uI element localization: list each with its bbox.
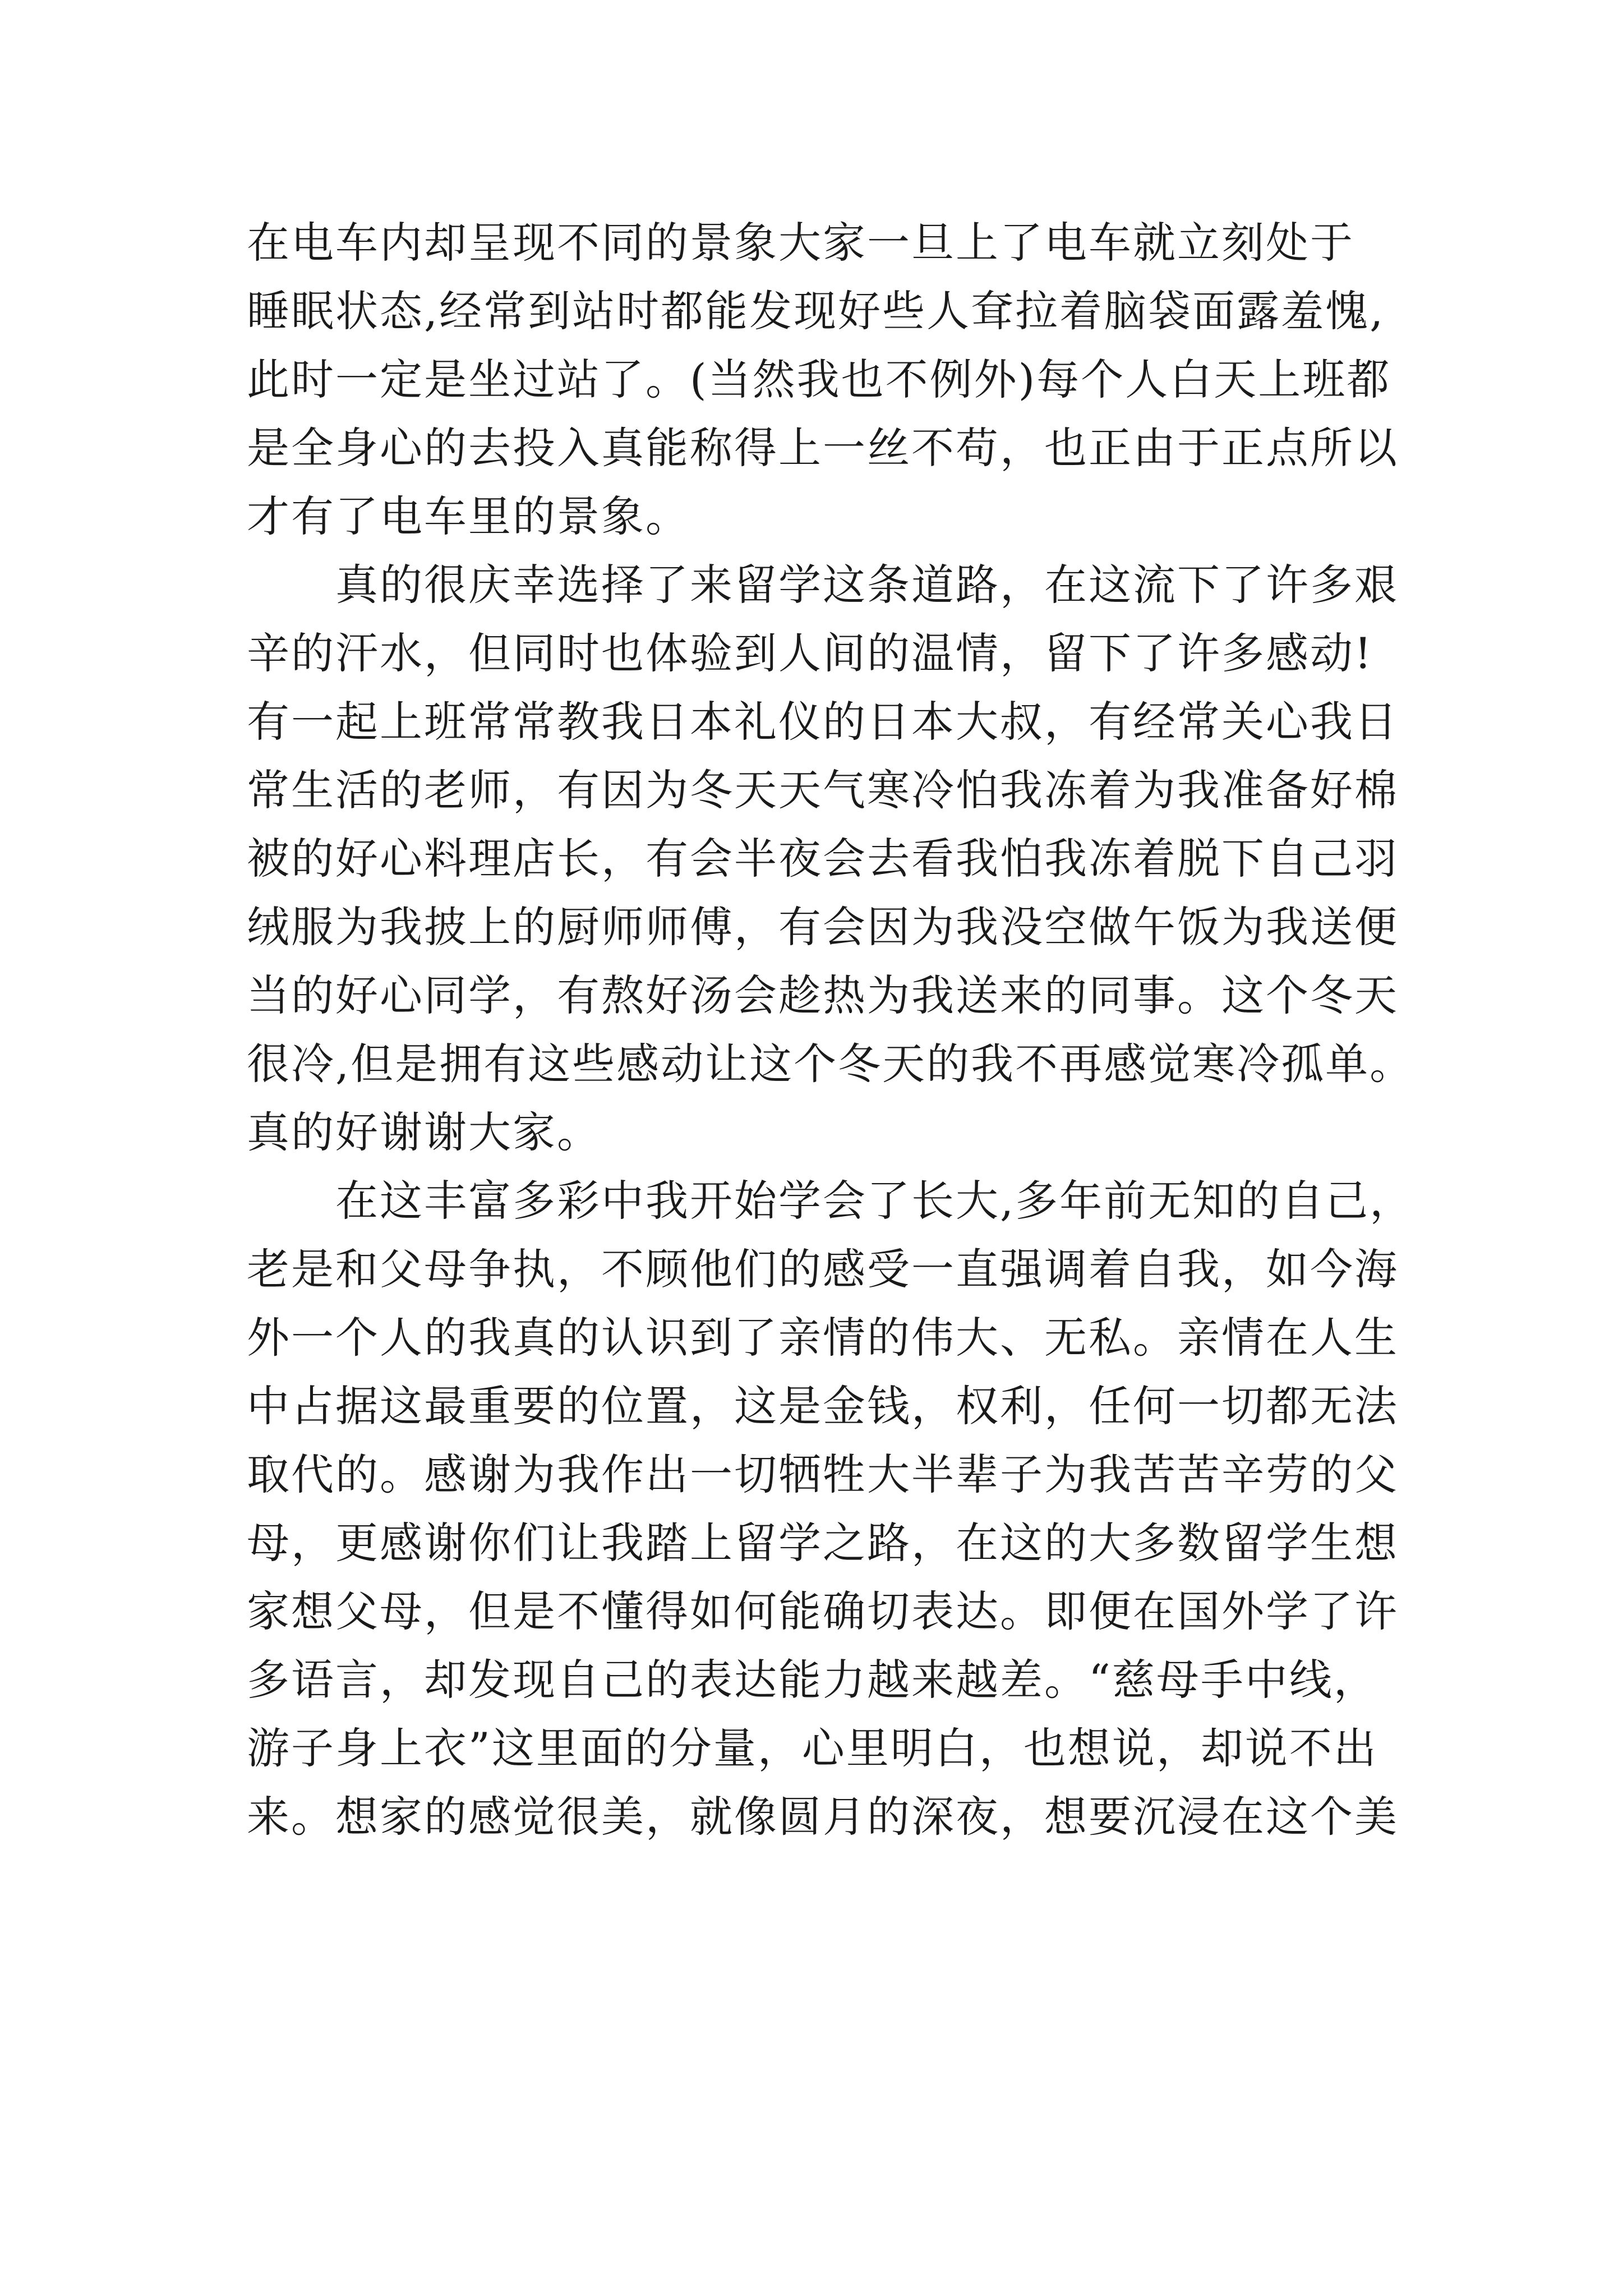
text-line: 真的很庆幸选择了来留学这条道路，在这流下了许多艰 [247,560,1399,610]
text-line: 当的好心同学，有熬好汤会趁热为我送来的同事。这个冬天 [247,970,1399,1020]
text-line: 母，更感谢你们让我踏上留学之路，在这的大多数留学生想 [247,1518,1399,1568]
text-line: 中占据这最重要的位置，这是金钱，权利，任何一切都无法 [247,1381,1399,1431]
text-line: 多语言，却发现自己的表达能力越来越差。“慈母手中线， [247,1655,1378,1705]
text-line: 老是和父母争执，不顾他们的感受一直强调着自我，如今海 [247,1244,1399,1294]
text-line: 家想父母，但是不懂得如何能确切表达。即便在国外学了许 [247,1586,1399,1636]
text-line: 辛的汗水，但同时也体验到人间的温情，留下了许多感动! [247,628,1373,678]
text-line: 很冷,但是拥有这些感动让这个冬天的我不再感觉寒冷孤单。 [247,1039,1414,1089]
text-line: 睡眠状态,经常到站时都能发现好些人耷拉着脑袋面露羞愧, [247,286,1385,336]
text-line: 真的好谢谢大家。 [247,1107,601,1157]
text-line: 绒服为我披上的厨师师傅，有会因为我没空做午饭为我送便 [247,902,1399,952]
text-line: 被的好心料理店长，有会半夜会去看我怕我冻着脱下自己羽 [247,834,1399,884]
text-line: 是全身心的去投入真能称得上一丝不苟，也正由于正点所以 [247,423,1399,473]
text-line: 游子身上衣”这里面的分量，心里明白，也想说，却说不出 [247,1723,1378,1773]
text-line: 常生活的老师，有因为冬天天气寒冷怕我冻着为我准备好棉 [247,765,1399,815]
text-line: 在这丰富多彩中我开始学会了长大,多年前无知的自己， [247,1176,1414,1226]
text-line: 外一个人的我真的认识到了亲情的伟大、无私。亲情在人生 [247,1313,1399,1363]
text-line: 来。想家的感觉很美，就像圆月的深夜，想要沉浸在这个美 [247,1792,1399,1842]
text-line: 有一起上班常常教我日本礼仪的日本大叔，有经常关心我日 [247,697,1399,747]
body-text [247,209,1458,1851]
text-line: 在电车内却呈现不同的景象大家一旦上了电车就立刻处于 [247,218,1354,268]
text-line: 此时一定是坐过站了。(当然我也不例外)每个人白天上班都 [247,355,1391,404]
text-line: 取代的。感谢为我作出一切牺牲大半辈子为我苦苦辛劳的父 [247,1450,1399,1499]
text-line: 才有了电车里的景象。 [247,491,690,541]
